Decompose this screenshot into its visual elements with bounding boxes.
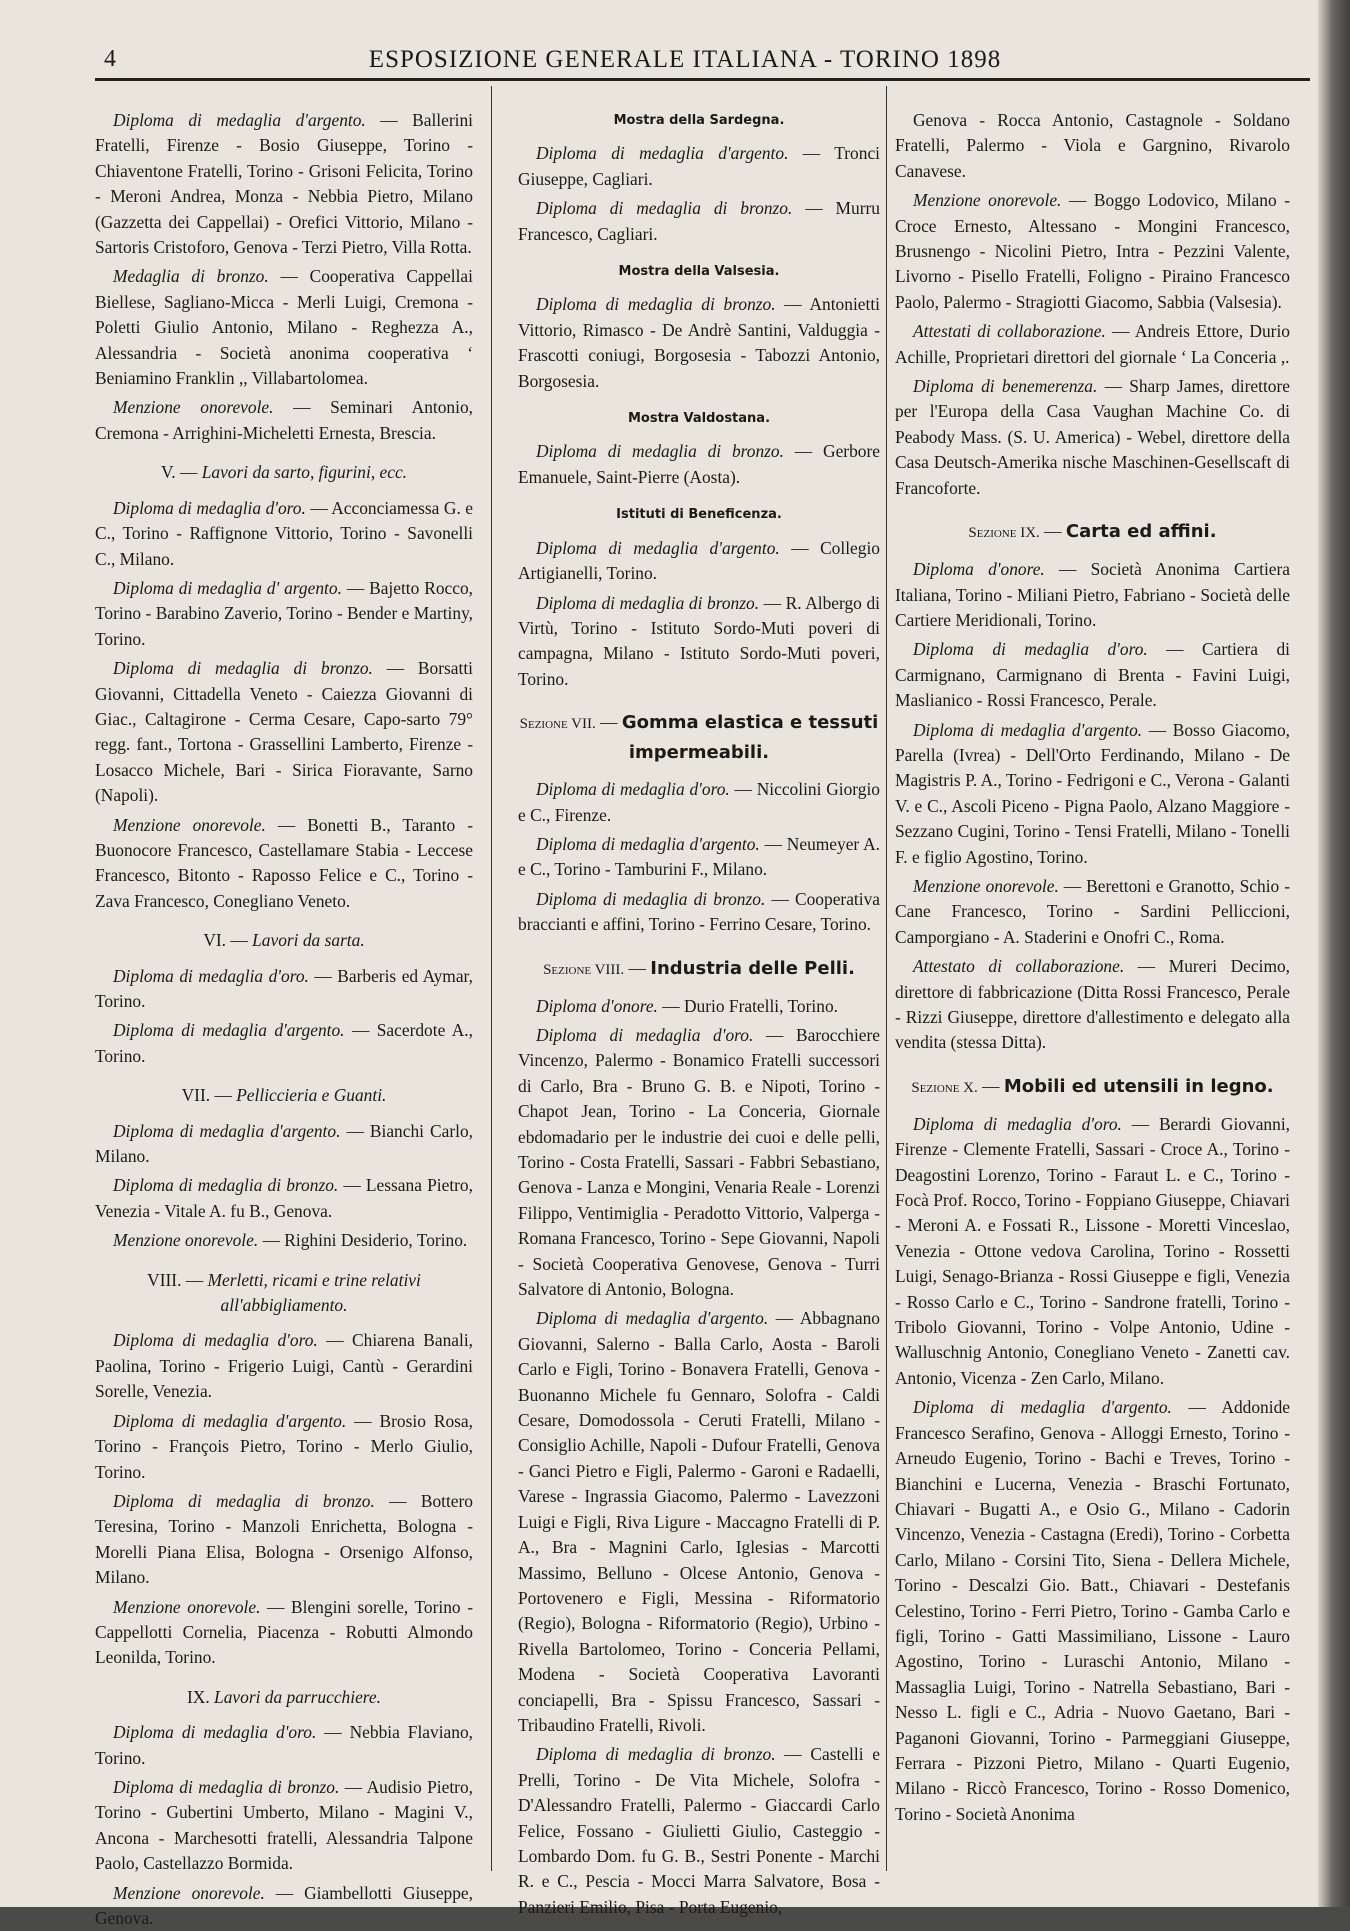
award-type-label: Diploma di medaglia d'oro.: [536, 1024, 754, 1045]
award-type-label: Diploma di medaglia d'oro.: [113, 497, 306, 518]
category-number: IX.: [186, 1686, 215, 1707]
award-type-label: Diploma di medaglia d'oro.: [113, 965, 309, 986]
header-rule: [95, 78, 1310, 81]
entry-text: — Barocchiere Vincenzo, Palermo - Bonamico Fratelli successori di Carlo, Bra - Bruno G. B. e Nipoti, Torino - Chapot Jean, Torino - La Conceria, Giornale ebdomadario per le industrie dei cuoi e delle pelli, Torino - Costa Fratelli, Sassari - Fabbri Sebastiano, Genova - Lanza e Mongini, Venaria Reale - Lorenzi Filippo, Ventimiglia - Peradotto Vittorio, Valperga - Romana Francesco, Torino - Sepe Giovanni, Napoli - Società Cooperativa Genovese, Genova - Turri Salvatore di Antonio, Bologna.: [518, 1024, 880, 1300]
award-type-label: Diploma di medaglia d'oro.: [913, 1113, 1122, 1134]
entry-paragraph: [95, 1409, 473, 1485]
award-type-label: Menzione onorevole.: [113, 1882, 265, 1903]
entry-paragraph: [518, 887, 880, 938]
entry-paragraph: [895, 718, 1290, 870]
award-type-label: Menzione onorevole.: [113, 1596, 261, 1617]
entry-paragraph: [895, 188, 1290, 315]
category-heading: [95, 1685, 473, 1710]
award-type-label: Diploma di medaglia d'argento.: [536, 143, 789, 164]
section-title: Carta ed affini.: [1065, 521, 1217, 543]
entry-paragraph: [95, 813, 473, 915]
entry-text: — Tronci Giuseppe, Cagliari.: [518, 143, 880, 189]
award-type-label: Diploma di benemerenza.: [913, 376, 1098, 397]
entry-text: — Andreis Ettore, Durio Achille, Proprietari direttori del giornale ‘ La Conceria ,.: [895, 321, 1290, 367]
entry-text: — Sharp James, direttore per l'Europa della Casa Vaughan Machine Co. di Peabody Mass. (S. U. America) - Webel, direttore della Casa Deutsch-Amerika nische Maschinen-Gesellscaft di Francoforte.: [895, 376, 1290, 498]
section-dash: —: [595, 712, 622, 733]
entry-text: — Collegio Artigianelli, Torino.: [518, 537, 880, 584]
text-column-1: [95, 108, 474, 1928]
section-label: Sezione IX.: [968, 525, 1040, 542]
section-heading: [518, 954, 880, 984]
entry-text: — Audisio Pietro, Torino - Gubertini Umberto, Milano - Magini V., Ancona - Marchesotti fratelli, Alessandria Talpone Paolo, Castellazzo Bormida.: [95, 1776, 473, 1874]
section-dash: —: [1039, 521, 1066, 542]
award-type-label: Diploma di medaglia di bronzo.: [536, 592, 760, 613]
section-title: Industria delle Pelli.: [650, 957, 855, 979]
entry-text: — Bajetto Rocco, Torino - Barabino Zaverio, Torino - Bender e Martiny, Torino.: [95, 577, 473, 649]
entry-text: — Addonide Francesco Serafino, Genova - Alloggi Ernesto, Torino - Arneudo Eugenio, Torino - Bachi e Treves, Torino - Bianchini e Lucerna, Venezia - Braschi Fortunato, Chiavari - Bugatti A., e Osio G., Milano - Cadorin Vincenzo, Venezia - Castagna (Eredi), Torino - Corbetta Carlo, Milano - Corsini Tito, Siena - Dellera Michele, Torino - Descalzi Gio. Batt., Chiavari - Destefanis Celestino, Torino - Ferri Pietro, Torino - Gamba Carlo e figli, Torino - Gatti Massimiliano, Lissone - Lauro Agostino, Torino - Luraschi Antonio, Milano - Massaglia Luigi, Torino - Natrella Sebastiano, Bari - Nesso L. figli e C., Adria - Nuovo Gaetano, Bari - Paganoni Giovanni, Torino - Parmeggiani Giuseppe, Ferrara - Pizzoni Pietro, Milano - Quarti Eugenio, Milano - Riccò Francesco, Torino - Rosso Domenico, Torino - Società Anonima: [895, 1397, 1290, 1824]
entry-paragraph: [895, 1112, 1290, 1391]
award-type-label: Diploma di medaglia di bronzo.: [113, 1175, 339, 1196]
entry-paragraph: [518, 777, 880, 828]
award-type-label: Diploma di medaglia di bronzo.: [536, 1744, 776, 1765]
section-dash: —: [624, 957, 651, 978]
category-title: Merletti, ricami e trine relativi all'abbigliamento.: [207, 1269, 421, 1316]
award-type-label: Diploma di medaglia d'argento.: [113, 1120, 341, 1141]
category-number: VII. —: [181, 1085, 237, 1106]
entry-paragraph: [95, 656, 473, 808]
entry-text: — Bottero Teresina, Torino - Manzoli Enrichetta, Bologna - Morelli Piana Elisa, Bologna - Orsenigo Alfonso, Milano.: [95, 1490, 474, 1588]
entry-paragraph: [895, 319, 1290, 370]
entry-text: — Cooperativa Cappellai Biellese, Sagliano-Micca - Merli Luigi, Cremona - Poletti Giulio Antonio, Milano - Reghezza A., Alessandria - Società anonima cooperativa ‘ Beniamino Franklin ,, Villabartolomea.: [95, 266, 473, 389]
entry-text: — Abbagnano Giovanni, Salerno - Balla Carlo, Aosta - Baroli Carlo e Figli, Torino - Bonavera Fratelli, Genova - Buonanno Michele fu Gennaro, Solofra - Caldi Cesare, Domodossola - Ceruti Fratelli, Milano - Consiglio Achille, Napoli - Dufour Fratelli, Genova - Ganci Pietro e Figli, Palermo - Garoni e Radaelli, Varese - Ingrassia Giacomo, Palermo - Lavezzoni Luigi e Figli, Riva Ligure - Maccagno Fratelli di P. A., Bra - Magnini Carlo, Iglesias - Marcotti Massimo, Belluno - Olcese Antonio, Genova - Portovenero e Figli, Messina - Riformatorio (Regio), Bologna - Riformatorio (Regio), Urbino - Rivella Bartolomeo, Torino - Conceria Pellami, Modena - Società Cooperativa Lavoranti conciapelli, Bra - Spissu Francesco, Sassari - Tribaudino Fratelli, Rivoli.: [518, 1308, 880, 1735]
category-number: VI. —: [203, 930, 253, 951]
entry-text: — Blengini sorelle, Torino - Cappellotti Cornelia, Piacenza - Robutti Almondo Leonilda, Torino.: [95, 1596, 474, 1668]
entry-text: — Ballerini Fratelli, Firenze - Bosio Giuseppe, Torino - Chiaventone Fratelli, Torino - Grisoni Felicita, Torino - Meroni Andrea, Monza - Nebbia Pietro, Milano (Gazzetta dei Cappellai) - Orefici Vittorio, Milano - Sartoris Cristoforo, Genova - Terzi Pietro, Villa Rotta.: [95, 110, 473, 258]
award-type-label: Medaglia di bronzo.: [113, 266, 269, 287]
entry-paragraph: [518, 1306, 880, 1738]
category-title: Lavori da parrucchiere.: [214, 1686, 381, 1707]
page-header: [60, 40, 1310, 90]
award-type-label: Diploma di medaglia d'argento.: [536, 833, 760, 854]
award-type-label: Menzione onorevole.: [913, 190, 1062, 211]
entry-paragraph: [895, 954, 1290, 1056]
entry-paragraph: [518, 1742, 880, 1920]
entry-text: — Giambellotti Giuseppe, Genova.: [95, 1882, 473, 1928]
entry-paragraph: [895, 1395, 1290, 1827]
section-label: Sezione VII.: [519, 716, 596, 733]
entry-text: — Antonietti Vittorio, Rimasco - De Andrè Santini, Valduggia - Frascotti coniugi, Borgosesia - Tabozzi Antonio, Borgosesia.: [518, 294, 880, 391]
entry-paragraph: [518, 196, 880, 247]
entry-text: — Murru Francesco, Cagliari.: [518, 198, 880, 244]
entry-paragraph: [518, 832, 880, 883]
award-type-label: Diploma di medaglia di bronzo.: [113, 1490, 375, 1511]
category-number: VIII. —: [147, 1269, 208, 1290]
award-type-label: Diploma di medaglia d'argento.: [113, 110, 366, 130]
column-divider-left: [491, 86, 492, 1871]
award-type-label: Diploma di medaglia di bronzo.: [536, 441, 784, 462]
entry-paragraph: [895, 108, 1290, 184]
award-type-label: Diploma di medaglia d'argento.: [113, 1020, 345, 1041]
entry-text: — Cartiera di Carmignano, Carmignano di Brenta - Favini Luigi, Maslianico - Rossi Francesco, Perale.: [895, 639, 1290, 711]
award-type-label: Diploma di medaglia d'argento.: [113, 1410, 347, 1431]
entry-text: — Lessana Pietro, Venezia - Vitale A. fu B., Genova.: [95, 1175, 473, 1221]
award-type-label: Menzione onorevole.: [113, 397, 274, 418]
column-divider-right: [886, 86, 887, 1871]
subsection-heading: Mostra della Valsesia.: [618, 264, 780, 280]
award-type-label: Diploma di medaglia d'oro.: [113, 1722, 317, 1743]
entry-text: — Cooperativa braccianti e affini, Torino - Ferrino Cesare, Torino.: [518, 888, 880, 935]
entry-text: — Seminari Antonio, Cremona - Arrighini-Micheletti Ernesta, Brescia.: [95, 397, 473, 443]
award-type-label: Menzione onorevole.: [913, 875, 1059, 896]
section-title: Gomma elastica e tessuti impermeabili.: [621, 712, 879, 764]
entry-paragraph: [95, 1881, 473, 1931]
entry-text: — Borsatti Giovanni, Cittadella Veneto - Caiezza Giovanni di Giac., Caltagirone - Cerma Cesare, Capo-sarto 79° regg. fant., Tortona - Grassellini Lamberto, Firenze - Losacco Michele, Bari - Sirica Fioravante, Sarno (Napoli).: [95, 658, 474, 806]
category-title: Lavori da sarta.: [252, 930, 365, 951]
award-type-label: Attestato di collaborazione.: [913, 956, 1125, 977]
category-heading: [95, 460, 473, 485]
entry-paragraph: [518, 1023, 880, 1302]
entry-text: Genova - Rocca Antonio, Castagnole - Soldano Fratelli, Palermo - Viola e Gargnino, Rivarolo Canavese.: [895, 110, 1290, 181]
category-heading: [95, 1268, 473, 1319]
award-type-label: Diploma di medaglia di bronzo.: [536, 294, 776, 315]
entry-text: — Bosso Giacomo, Parella (Ivrea) - Dell'Orto Ferdinando, Milano - De Magistris P. A., Torino - Fedrigoni e C., Verona - Galanti V. e C., Ascoli Piceno - Pigna Paolo, Alzano Maggiore - Sezzano Cugini, Torino - Tensi Fratelli, Milano - Tonelli F. e figlio Agostino, Torino.: [895, 719, 1290, 867]
entry-paragraph: [95, 264, 473, 391]
category-heading: [95, 1083, 473, 1108]
text-column-3: [895, 108, 1290, 1878]
subsection-heading: Mostra Valdostana.: [627, 411, 771, 427]
award-type-label: Diploma di medaglia d' argento.: [113, 577, 342, 598]
award-type-label: Diploma di medaglia di bronzo.: [536, 198, 793, 219]
entry-text: — Bonetti B., Taranto - Buonocore Francesco, Castellamare Stabia - Leccese Francesco, Bitonto - Raposso Felice e C., Torino - Zava Francesco, Conegliano Veneto.: [95, 814, 473, 911]
entry-text: — Società Anonima Cartiera Italiana, Torino - Miliani Pietro, Fabriano - Società delle Cartiere Meridionali, Torino.: [895, 559, 1291, 630]
entry-text: — Bianchi Carlo, Milano.: [95, 1120, 473, 1167]
entry-text: — Durio Fratelli, Torino.: [657, 995, 838, 1016]
award-type-label: Diploma d'onore.: [536, 995, 658, 1016]
entry-text: — Berettoni e Granotto, Schio - Cane Francesco, Torino - Sardini Pelliccioni, Camporgiano - A. Staderini e Onofri C., Roma.: [895, 875, 1290, 947]
entry-paragraph: [95, 395, 473, 446]
award-type-label: Diploma di medaglia d'argento.: [913, 719, 1143, 740]
entry-paragraph: [95, 576, 473, 652]
subsection-heading: Istituti di Beneficenza.: [616, 507, 782, 523]
entry-text: — Niccolini Giorgio e C., Firenze.: [518, 779, 880, 825]
award-type-label: Menzione onorevole.: [113, 1230, 259, 1251]
entry-paragraph: [95, 1119, 473, 1170]
category-title: Lavori da sarto, figurini, ecc.: [201, 462, 408, 483]
text-column-2: [518, 108, 880, 1917]
running-title: ESPOSIZIONE GENERALE ITALIANA - TORINO 1898: [368, 46, 1002, 73]
entry-paragraph: [518, 536, 880, 587]
award-type-label: Diploma di medaglia di bronzo.: [113, 1776, 340, 1797]
category-title: Pelliccieria e Guanti.: [236, 1085, 387, 1106]
entry-paragraph: [518, 292, 880, 394]
section-label: Sezione X.: [911, 1079, 978, 1096]
entry-text: — Neumeyer A. e C., Torino - Tamburini F., Milano.: [518, 833, 880, 880]
award-type-label: Diploma di medaglia d'argento.: [536, 537, 780, 558]
entry-paragraph: [518, 994, 880, 1019]
entry-paragraph: [895, 374, 1290, 501]
entry-paragraph: [518, 591, 880, 693]
award-type-label: Attestati di collaborazione.: [913, 321, 1106, 342]
entry-text: — Sacerdote A., Torino.: [95, 1020, 473, 1066]
entry-text: — Brosio Rosa, Torino - François Pietro, Torino - Merlo Giulio, Torino.: [95, 1410, 473, 1482]
subsection-heading: Mostra della Sardegna.: [613, 113, 785, 128]
entry-text: — Berardi Giovanni, Firenze - Clemente Fratelli, Sassari - Croce A., Torino - Deagostini Lorenzo, Torino - Faraut L. e C., Torino - Focà Prof. Rocco, Torino - Foppiano Giuseppe, Chiavari - Meroni A. e Fossati R., Lissone - Moretti Vinceslao, Venezia - Ottone vedova Carolina, Torino - Rossetti Luigi, Senago-Brianza - Rossi Giuseppe e figli, Venezia - Rosso Carlo e C., Torino - Sandrone fratelli, Torino - Tribolo Giovanni, Torino - Volpe Antonio, Udine - Walluschnig Antonio, Conegliano Veneto - Zanetti cav. Antonio, Vicenza - Zen Carlo, Milano.: [895, 1113, 1290, 1388]
entry-text: — Righini Desiderio, Torino.: [258, 1230, 468, 1251]
category-heading: [95, 928, 473, 953]
entry-paragraph: [95, 1489, 473, 1591]
entry-paragraph: [95, 1173, 473, 1224]
award-type-label: Menzione onorevole.: [113, 814, 266, 835]
entry-paragraph: [95, 1595, 473, 1671]
entry-text: — Acconciamessa G. e C., Torino - Raffignone Vittorio, Torino - Savonelli C., Milano.: [95, 497, 473, 569]
award-type-label: Diploma d'onore.: [913, 559, 1045, 580]
page-number: 4: [104, 46, 116, 72]
award-type-label: Diploma di medaglia d'oro.: [536, 779, 730, 800]
entry-paragraph: [518, 439, 880, 490]
section-heading: [518, 708, 880, 767]
entry-text: — Gerbore Emanuele, Saint-Pierre (Aosta).: [518, 441, 880, 487]
entry-paragraph: [95, 1328, 473, 1404]
page-edge: [1318, 0, 1350, 1907]
entry-text: — Barberis ed Aymar, Torino.: [95, 965, 473, 1011]
section-dash: —: [977, 1075, 1004, 1096]
entry-text: — Chiarena Banali, Paolina, Torino - Frigerio Luigi, Cantù - Gerardini Sorelle, Venezia.: [95, 1330, 474, 1402]
entry-text: — Mureri Decimo, direttore di fabbricazione (Ditta Rossi Francesco, Perale - Rizzi Giuseppe, direttore d'allestimento e delegato alla vendita (stessa Ditta).: [895, 956, 1291, 1053]
award-type-label: Diploma di medaglia di bronzo.: [113, 658, 373, 679]
entry-paragraph: [95, 1720, 473, 1771]
entry-paragraph: [95, 1228, 473, 1253]
entry-paragraph: [895, 637, 1290, 713]
entry-text: — Castelli e Prelli, Torino - De Vita Michele, Solofra - D'Alessandro Fratelli, Palermo - Giaccardi Carlo Felice, Fossano - Giulietti Giulio, Casteggio - Lombardo Dom. fu G. B., Sestri Ponente - Marchi R. e C., Pescia - Mocci Marra Salvatore, Bosa - Panzieri Emilio, Pisa - Porta Eugenio,: [518, 1744, 880, 1917]
award-type-label: Diploma di medaglia d'argento.: [536, 1308, 769, 1329]
section-heading: [895, 517, 1290, 547]
entry-paragraph: [95, 964, 473, 1015]
entry-text: — Nebbia Flaviano, Torino.: [95, 1722, 474, 1768]
entry-paragraph: [95, 496, 473, 572]
entry-paragraph: [895, 874, 1290, 950]
section-label: Sezione VIII.: [543, 961, 625, 978]
award-type-label: Diploma di medaglia d'argento.: [913, 1397, 1172, 1418]
entry-paragraph: [518, 141, 880, 192]
entry-paragraph: [95, 108, 473, 260]
award-type-label: Diploma di medaglia di bronzo.: [536, 888, 766, 909]
entry-paragraph: [95, 1775, 473, 1877]
entry-paragraph: [895, 557, 1290, 633]
entry-text: — R. Albergo di Virtù, Torino - Istituto Sordo-Muti poveri di campagna, Milano - Istituto Sordo-Muti poveri, Torino.: [518, 592, 880, 689]
section-title: Mobili ed utensili in legno.: [1003, 1075, 1274, 1097]
award-type-label: Diploma di medaglia d'oro.: [113, 1330, 318, 1351]
entry-text: — Boggo Lodovico, Milano - Croce Ernesto, Altessano - Mongini Francesco, Brusnengo - Nicolini Pietro, Intra - Pezzini Valente, Livorno - Pisello Fratelli, Foligno - Piraino Francesco Paolo, Palermo - Stragiotti Giacomo, Sabbia (Valsesia).: [895, 190, 1290, 312]
section-heading: [895, 1072, 1290, 1102]
entry-paragraph: [95, 1018, 473, 1069]
award-type-label: Diploma di medaglia d'oro.: [913, 639, 1148, 660]
category-number: V. —: [160, 462, 202, 483]
